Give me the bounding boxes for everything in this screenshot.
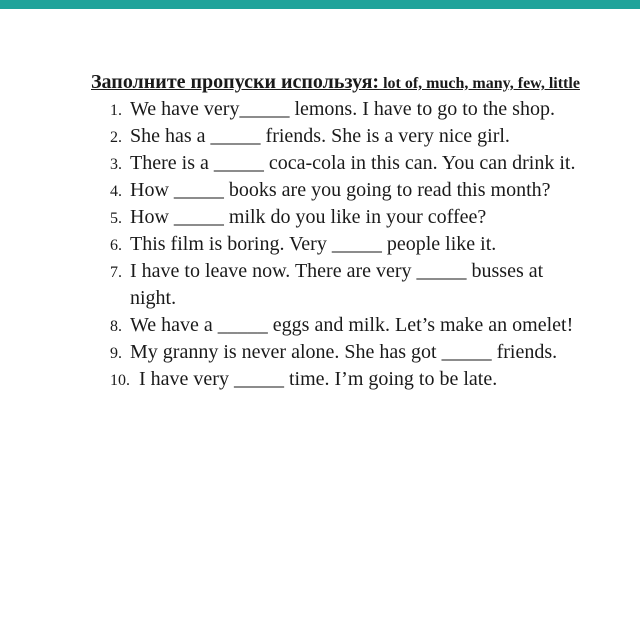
- exercise-sentence: I have very _____ time. I’m going to be late.: [139, 368, 498, 390]
- worksheet: [91, 70, 591, 393]
- exercise-item-8: [91, 312, 591, 339]
- exercise-sentence: How _____ milk do you like in your coffee?: [130, 206, 487, 228]
- exercise-item-5: [91, 204, 591, 231]
- exercise-sentence: She has a _____ friends. She is a very nice girl.: [130, 125, 510, 147]
- exercise-item-2: [91, 123, 591, 150]
- exercise-sentence: There is a _____ coca-cola in this can. You can drink it.: [130, 152, 576, 174]
- exercise-number: 6.: [110, 237, 122, 254]
- exercise-sentence: My granny is never alone. She has got _____ friends.: [130, 341, 558, 363]
- exercise-item-1: [91, 96, 591, 123]
- exercise-number: 1.: [110, 102, 122, 119]
- exercise-item-10: [91, 366, 591, 393]
- exercise-number: 4.: [110, 183, 122, 200]
- exercise-item-6: [91, 231, 591, 258]
- exercise-number: 5.: [110, 210, 122, 227]
- exercise-sentence: How _____ books are you going to read this month?: [130, 179, 551, 201]
- exercise-sentence: This film is boring. Very _____ people like it.: [130, 233, 497, 255]
- exercise-number: 7.: [110, 264, 122, 281]
- exercise-item-3: [91, 150, 591, 177]
- task-heading-russian: Заполните пропуски используя:: [91, 71, 380, 93]
- top-accent-bar: [0, 0, 640, 9]
- exercise-number: 10.: [110, 372, 130, 389]
- exercise-sentence: We have a _____ eggs and milk. Let’s make an omelet!: [130, 314, 574, 336]
- exercise-number: 8.: [110, 318, 122, 335]
- exercise-item-4: [91, 177, 591, 204]
- exercise-list: [91, 96, 591, 393]
- exercise-number: 3.: [110, 156, 122, 173]
- task-heading: [91, 70, 591, 96]
- task-heading-word-list: lot of, much, many, few, little: [379, 75, 580, 92]
- exercise-sentence: We have very_____ lemons. I have to go to the shop.: [130, 98, 555, 120]
- exercise-sentence: I have to leave now. There are very _____ busses at night.: [130, 260, 544, 309]
- exercise-number: 2.: [110, 129, 122, 146]
- exercise-item-9: [91, 339, 591, 366]
- exercise-item-7: [91, 258, 591, 312]
- exercise-number: 9.: [110, 345, 122, 362]
